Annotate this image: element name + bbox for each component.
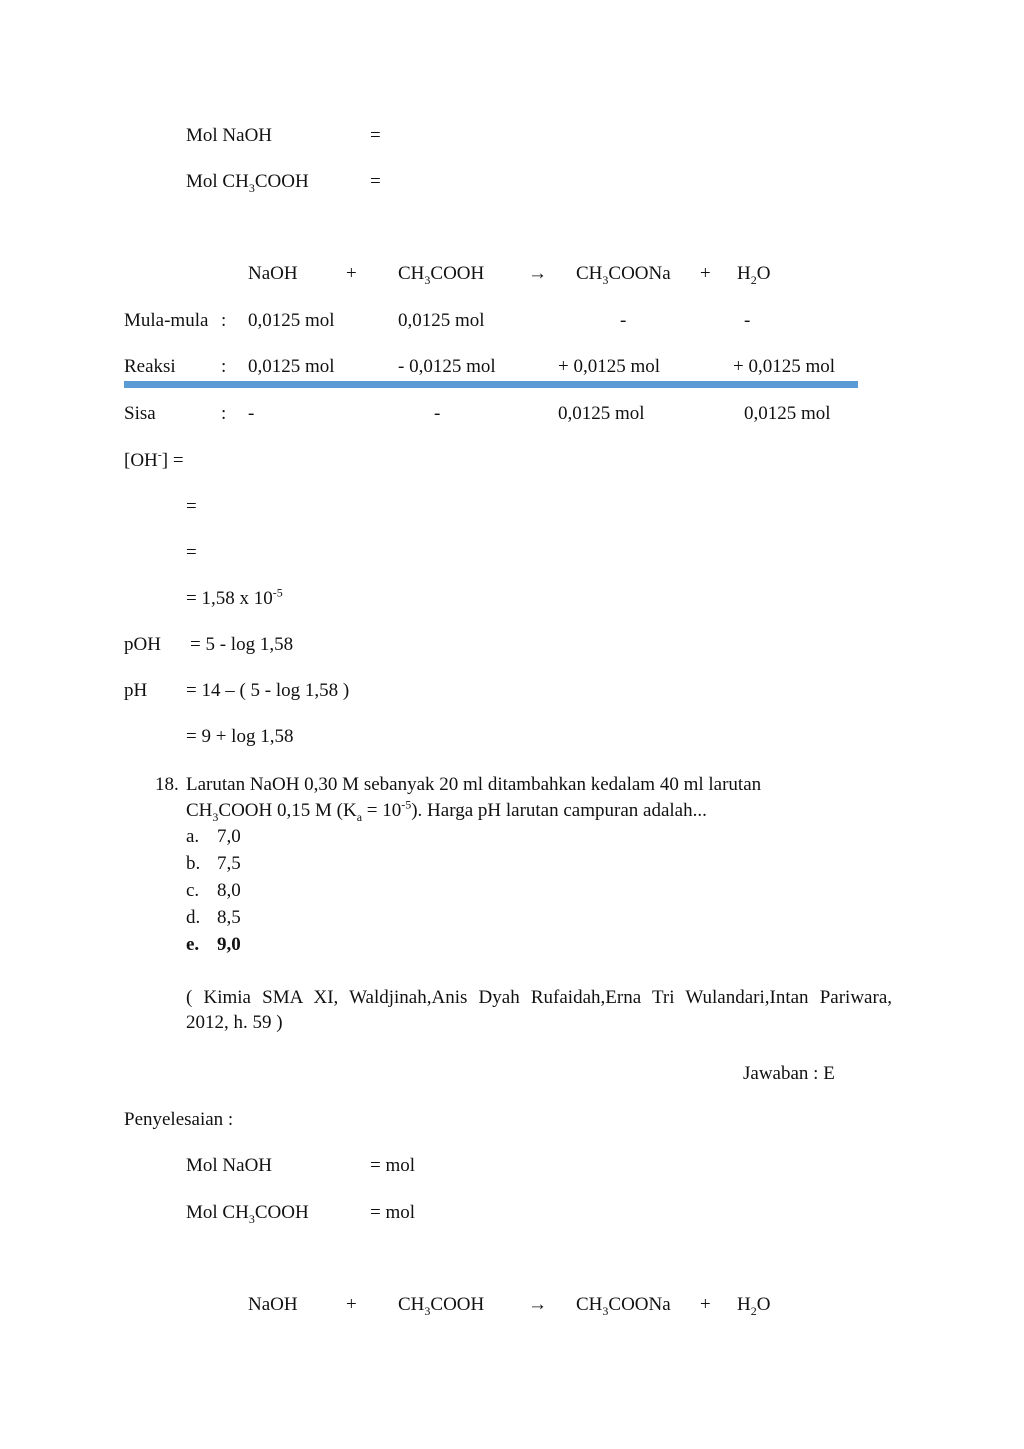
product-ch3coona: $CH_3COONa$ bbox=[576, 1294, 671, 1318]
option-a: a. 7,0 bbox=[186, 826, 241, 847]
plus-sign: + bbox=[346, 1294, 357, 1315]
ice-cell: + 0,0125 mol bbox=[733, 356, 836, 377]
ph-final: = 9 + log 1,58 bbox=[186, 726, 294, 747]
ice-cell: 0,0125 mol bbox=[558, 403, 645, 424]
ph-label: pH bbox=[124, 680, 148, 701]
solution-mol-naoh-label: Mol NaOH bbox=[186, 1155, 273, 1176]
ice-cell: 0,0125 mol bbox=[744, 403, 831, 424]
reaction-arrow: → bbox=[528, 1294, 547, 1315]
option-e-correct: e. 9,0 bbox=[186, 934, 241, 955]
mol-ch3cooh-label: Mol $CH_3COOH$ bbox=[186, 171, 309, 195]
product-ch3coona: $CH_3COONa$ bbox=[576, 263, 671, 287]
ph-value: = 14 – ( 5 - log 1,58 ) bbox=[186, 680, 350, 701]
answer-key: Jawaban : E bbox=[743, 1063, 835, 1084]
reactant-ch3cooh: $CH_3COOH$ bbox=[398, 1294, 485, 1318]
ice-divider-line bbox=[124, 381, 858, 388]
reaction-arrow: → bbox=[528, 263, 547, 284]
option-d: d. 8,5 bbox=[186, 907, 241, 928]
ice-row-colon: : bbox=[221, 310, 227, 331]
solution-mol-ch3cooh-label: Mol $CH_3COOH$ bbox=[186, 1202, 309, 1226]
solution-mol-naoh-value: = mol bbox=[370, 1155, 416, 1176]
oh-value: = 1,58 x $10^{-5}$ bbox=[186, 585, 283, 609]
plus-sign: + bbox=[700, 263, 711, 284]
option-b: b. 7,5 bbox=[186, 853, 241, 874]
poh-label: pOH bbox=[124, 634, 161, 655]
product-h2o: $H_2O$ bbox=[737, 263, 771, 287]
source-citation-line2: 2012, h. 59 ) bbox=[186, 1012, 283, 1033]
question-text-line2: $CH_3COOH$ 0,15 M $(K_a = 10^{-5})$. Harga pH larutan campuran adalah... bbox=[186, 797, 707, 824]
ice-row-label: Reaksi bbox=[124, 356, 176, 377]
ice-cell: 0,0125 mol bbox=[248, 310, 335, 331]
ice-cell: 0,0125 mol bbox=[248, 356, 335, 377]
ice-cell: - 0,0125 mol bbox=[398, 356, 496, 377]
solution-heading: Penyelesaian : bbox=[124, 1109, 234, 1130]
ice-row-colon: : bbox=[221, 356, 227, 377]
plus-sign: + bbox=[346, 263, 357, 284]
reactant-ch3cooh: $CH_3COOH$ bbox=[398, 263, 485, 287]
question-text-line1: Larutan NaOH 0,30 M sebanyak 20 ml ditambahkan kedalam 40 ml larutan bbox=[186, 774, 762, 795]
ice-cell: - bbox=[620, 310, 627, 331]
reactant-naoh: NaOH bbox=[248, 1294, 298, 1315]
ice-cell: - bbox=[744, 310, 751, 331]
mol-ch3cooh-equals: = bbox=[370, 171, 381, 192]
question-number: 18. bbox=[155, 774, 179, 795]
option-c: c. 8,0 bbox=[186, 880, 241, 901]
poh-value: = 5 - log 1,58 bbox=[190, 634, 294, 655]
plus-sign: + bbox=[700, 1294, 711, 1315]
ice-cell: - bbox=[248, 403, 255, 424]
ice-row-label: Mula-mula bbox=[124, 310, 209, 331]
solution-mol-ch3cooh-value: = mol bbox=[370, 1202, 416, 1223]
mol-naoh-equals: = bbox=[370, 125, 381, 146]
mol-naoh-label: Mol NaOH bbox=[186, 125, 273, 146]
calc-equals: = bbox=[186, 542, 197, 563]
ice-cell: 0,0125 mol bbox=[398, 310, 485, 331]
calc-equals: = bbox=[186, 496, 197, 517]
reactant-naoh: NaOH bbox=[248, 263, 298, 284]
oh-concentration: [OH-] = bbox=[124, 447, 184, 471]
ice-row-colon: : bbox=[221, 403, 227, 424]
product-h2o: $H_2O$ bbox=[737, 1294, 771, 1318]
source-citation-line1: ( Kimia SMA XI, Waldjinah,Anis Dyah Rufaidah,Erna Tri Wulandari,Intan Pariwara, bbox=[186, 987, 892, 1008]
ice-cell: - bbox=[434, 403, 441, 424]
ice-cell: + 0,0125 mol bbox=[558, 356, 661, 377]
ice-row-label: Sisa bbox=[124, 403, 156, 424]
